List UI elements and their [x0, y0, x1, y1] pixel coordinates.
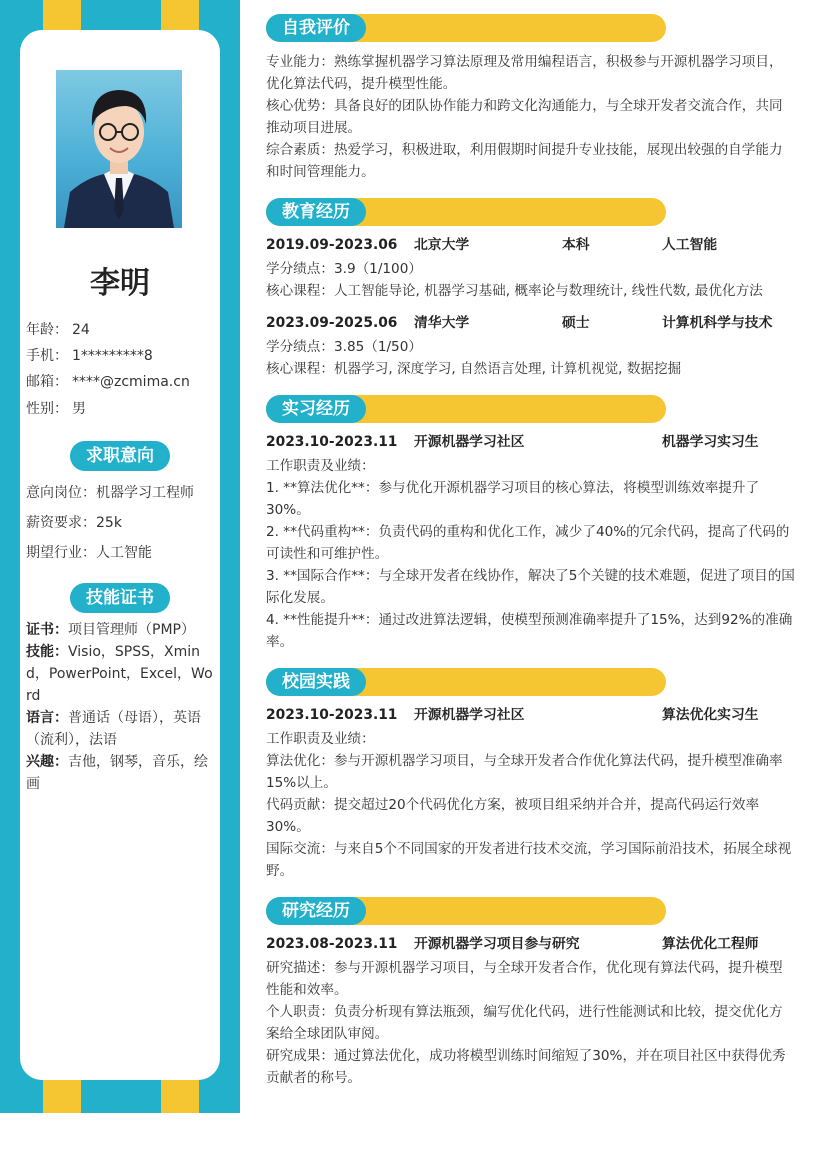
- campus-line: 算法优化：参与开源机器学习项目，与全球开发者合作优化算法代码，提升模型准确率15%以上。: [266, 753, 783, 791]
- campus-line: 国际交流：与来自5个不同国家的开发者进行技术交流，学习国际前沿技术，拓展全球视野。: [266, 841, 792, 879]
- skill-item-certificate: [26, 619, 214, 641]
- job-intent-value: 25k: [96, 515, 122, 531]
- edu-major: 人工智能: [662, 237, 718, 253]
- research-period: 2023.08-2023.11: [266, 936, 398, 952]
- education-detail: [266, 258, 796, 302]
- campus-line: 代码贡献：提交超过20个代码优化方案，被项目组采纳并合并，提高代码运行效率30%。: [266, 797, 760, 835]
- internship-line: 2. **代码重构**：负责代码的重构和优化工作，减少了40%的冗余代码，提高了代码的可读性和可维护性。: [266, 524, 790, 562]
- info-value: 1*********8: [72, 348, 153, 364]
- edu-period: 2019.09-2023.06: [266, 237, 398, 253]
- internship-line: 1. **算法优化**：参与优化开源机器学习项目的核心算法，将模型训练效率提升了30%。: [266, 480, 760, 518]
- internship-row: [266, 431, 796, 453]
- edu-courses: 核心课程：人工智能导论, 机器学习基础, 概率论与数理统计, 线性代数, 最优化方法: [266, 283, 763, 299]
- campus-role: 算法优化实习生: [662, 707, 759, 723]
- skill-value: 吉他，钢琴，音乐，绘画: [26, 754, 208, 792]
- job-intent-salary: [26, 512, 214, 534]
- self-eval-line: 综合素质：热爱学习，积极进取，利用假期时间提升专业技能，展现出较强的自学能力和时间管理能力。: [266, 142, 783, 180]
- section-header-self-eval: [266, 14, 666, 42]
- section-title-research: 研究经历: [266, 897, 366, 925]
- research-detail: [266, 957, 796, 1089]
- self-eval-text: [266, 51, 796, 183]
- candidate-name: 李明: [90, 266, 150, 301]
- job-intent-label: 意向岗位：: [26, 485, 96, 501]
- edu-degree: 本科: [562, 237, 590, 253]
- profile-photo: [56, 70, 182, 228]
- research-role: 算法优化工程师: [662, 936, 759, 952]
- job-intent-position: [26, 482, 214, 504]
- internship-line: 3. **国际合作**：与全球开发者在线协作，解决了5个关键的技术难题，促进了项目的国际化发展。: [266, 568, 795, 606]
- internship-line: 4. **性能提升**：通过改进算法逻辑，使模型预测准确率提升了15%，达到92%的准确率。: [266, 612, 793, 650]
- research-org: 开源机器学习项目参与研究: [414, 936, 580, 952]
- section-title-campus: 校园实践: [266, 668, 366, 696]
- self-eval-line: 核心优势：具备良好的团队协作能力和跨文化沟通能力，与全球开发者交流合作，共同推动项目进展。: [266, 98, 783, 136]
- internship-role: 机器学习实习生: [662, 434, 759, 450]
- campus-detail: [266, 728, 796, 882]
- skills-list: [26, 619, 214, 795]
- campus-line: 工作职责及业绩：: [266, 731, 375, 747]
- skill-label: 技能：: [26, 644, 68, 660]
- education-row: [266, 312, 796, 334]
- section-header-research: [266, 897, 666, 925]
- education-detail: [266, 336, 796, 380]
- job-intent-label: 期望行业：: [26, 545, 96, 561]
- person-portrait-icon: [56, 70, 182, 228]
- job-intent-value: 人工智能: [96, 545, 152, 561]
- skill-value: 普通话（母语），英语（流利），法语: [26, 710, 201, 748]
- info-label: 性别：: [26, 401, 68, 417]
- section-header-education: [266, 198, 666, 226]
- campus-period: 2023.10-2023.11: [266, 707, 398, 723]
- skill-label: 兴趣：: [26, 754, 68, 770]
- internship-period: 2023.10-2023.11: [266, 434, 398, 450]
- skill-label: 证书：: [26, 622, 68, 638]
- campus-org: 开源机器学习社区: [414, 707, 525, 723]
- edu-school: 北京大学: [414, 237, 470, 253]
- section-title-skills: 技能证书: [70, 583, 170, 613]
- internship-detail: [266, 455, 796, 653]
- info-email: [26, 371, 190, 391]
- research-line: 个人职责：负责分析现有算法瓶颈，编写优化代码，进行性能测试和比较，提交优化方案给全球团队审阅。: [266, 1004, 783, 1042]
- skill-value: Visio，SPSS，Xmind，PowerPoint，Excel，Word: [26, 644, 213, 704]
- research-line: 研究成果：通过算法优化，成功将模型训练时间缩短了30%，并在项目社区中获得优秀贡献者的称号。: [266, 1048, 786, 1086]
- info-label: 手机：: [26, 348, 68, 364]
- section-header-internship: [266, 395, 666, 423]
- edu-gpa: 学分绩点：3.85（1/50）: [266, 339, 422, 355]
- info-phone: [26, 345, 153, 365]
- job-intent-industry: [26, 542, 214, 564]
- edu-gpa: 学分绩点：3.9（1/100）: [266, 261, 422, 277]
- section-header-campus: [266, 668, 666, 696]
- internship-org: 开源机器学习社区: [414, 434, 525, 450]
- job-intent-label: 薪资要求：: [26, 515, 96, 531]
- skill-value: 项目管理师（PMP）: [68, 622, 195, 638]
- info-label: 邮箱：: [26, 374, 68, 390]
- info-age: [26, 319, 90, 339]
- info-gender: [26, 398, 86, 418]
- info-label: 年龄：: [26, 322, 68, 338]
- edu-courses: 核心课程：机器学习, 深度学习, 自然语言处理, 计算机视觉, 数据挖掘: [266, 361, 682, 377]
- skill-label: 语言：: [26, 710, 68, 726]
- section-title-internship: 实习经历: [266, 395, 366, 423]
- self-eval-line: 专业能力：熟练掌握机器学习算法原理及常用编程语言，积极参与开源机器学习项目，优化算法代码，提升模型性能。: [266, 54, 783, 92]
- research-line: 研究描述：参与开源机器学习项目，与全球开发者合作，优化现有算法代码，提升模型性能和效率。: [266, 960, 783, 998]
- info-value: ****@zcmima.cn: [72, 374, 190, 390]
- section-title-education: 教育经历: [266, 198, 366, 226]
- info-value: 24: [72, 322, 90, 338]
- section-title-self-eval: 自我评价: [266, 14, 366, 42]
- job-intent-value: 机器学习工程师: [96, 485, 194, 501]
- section-title-job-intent: 求职意向: [70, 441, 170, 471]
- skill-item-hobby: [26, 751, 214, 795]
- research-row: [266, 933, 796, 955]
- profile-card: [20, 30, 220, 1080]
- edu-major: 计算机科学与技术: [662, 315, 773, 331]
- skill-item-language: [26, 707, 214, 751]
- edu-school: 清华大学: [414, 315, 470, 331]
- education-row: [266, 234, 796, 256]
- skill-item-tools: [26, 641, 214, 707]
- info-value: 男: [72, 401, 86, 417]
- campus-row: [266, 704, 796, 726]
- internship-line: 工作职责及业绩：: [266, 458, 375, 474]
- edu-degree: 硕士: [562, 315, 590, 331]
- sidebar: [0, 0, 240, 1113]
- edu-period: 2023.09-2025.06: [266, 315, 398, 331]
